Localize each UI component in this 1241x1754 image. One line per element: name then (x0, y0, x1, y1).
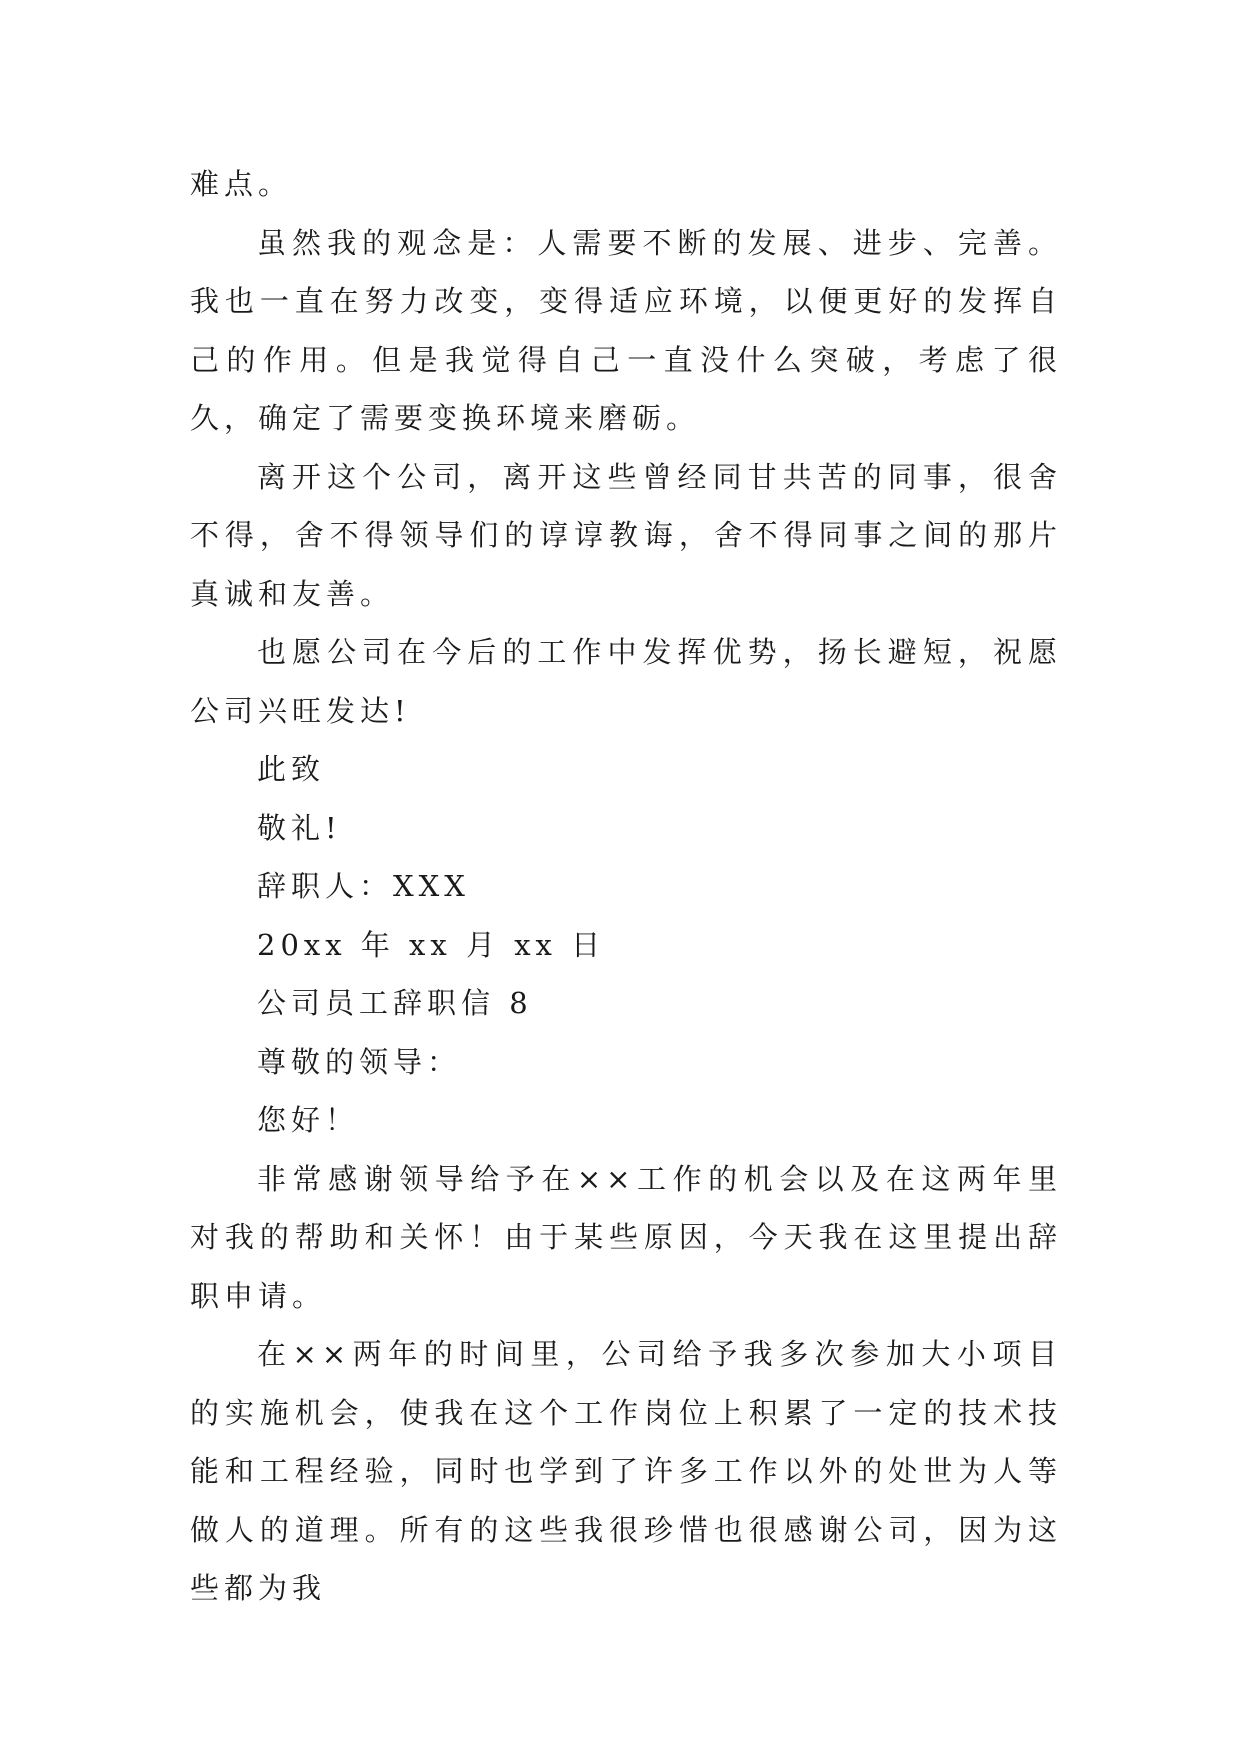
paragraph-fragment: 难点。 (190, 167, 293, 201)
letter-salutation: 尊敬的领导： (257, 1044, 462, 1079)
paragraph-experience: 在××两年的时间里，公司给予我多次参加大小项目的实施机会，使我在这个工作岗位上积累了一定的技术技能和工程经验，同时也学到了许多工作以外的处世为人等做人的道理。所有的这些我很珍惜也很感谢公司，因为这些都为我 (190, 1337, 1062, 1605)
closing-regards: 敬礼! (257, 810, 342, 845)
paragraph-career-reason: 虽然我的观念是：人需要不断的发展、进步、完善。我也一直在努力改变，变得适应环境，以便更好的发挥自己的作用。但是我觉得自己一直没什么突破，考虑了很久，确定了需要变换环境来磨砺。 (190, 225, 1062, 435)
signature-date: 20xx 年 xx 月 xx 日 (257, 927, 606, 962)
paragraph-thanks-resignation: 非常感谢领导给予在××工作的机会以及在这两年里对我的帮助和关怀！由于某些原因，今天我在这里提出辞职申请。 (190, 1161, 1062, 1313)
section-heading: 公司员工辞职信 8 (257, 986, 533, 1020)
paragraph-farewell-colleagues: 离开这个公司，离开这些曾经同甘共苦的同事，很舍不得，舍不得领导们的谆谆教诲，舍不得同事之间的那片真诚和友善。 (190, 459, 1062, 611)
paragraph-best-wishes: 也愿公司在今后的工作中发挥优势，扬长避短，祝愿公司兴旺发达! (190, 635, 1062, 728)
signature-name: 辞职人：XXX (257, 869, 470, 903)
letter-greeting: 您好！ (257, 1103, 360, 1137)
closing-salutation: 此致 (257, 752, 326, 786)
document-body (190, 155, 1062, 1618)
